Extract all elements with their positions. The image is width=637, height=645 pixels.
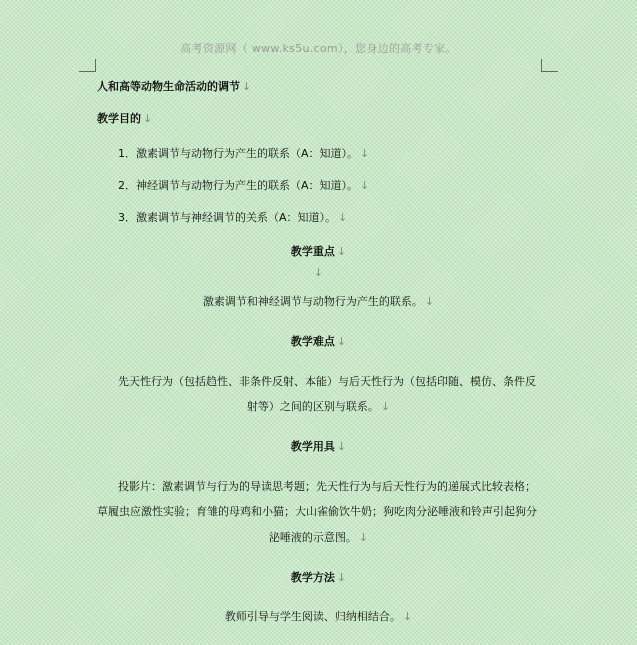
tools-line-1 — [118, 478, 536, 494]
difficulty-line-1 — [118, 373, 536, 389]
paragraph-mark-icon: ↓ — [380, 400, 391, 413]
goal-item-1 — [118, 145, 369, 161]
difficulty-heading-text: 教学难点 — [290, 335, 335, 348]
tools-line-text: 投影片：激素调节与行为的导读思考题；先天性行为与后天性行为的递展式比较表格； — [118, 480, 536, 493]
paragraph-mark-icon: ↓ — [360, 147, 370, 160]
paragraph-mark-icon: ↓ — [338, 211, 348, 224]
tools-line-text: 草履虫应激性实验；育雏的母鸡和小猫；大山雀偷饮牛奶；狗吃肉分泌唾液和铃声引起狗分 — [97, 505, 537, 518]
paragraph-mark-icon: ↓ — [242, 80, 252, 93]
document-title-text: 人和高等动物生命活动的调节 — [97, 80, 240, 93]
paragraph-mark-icon: ↓ — [143, 112, 153, 125]
document-title — [97, 78, 251, 94]
paragraph-mark-icon: ↓ — [336, 440, 347, 453]
goal-item-text: 1．激素调节与动物行为产生的联系（A：知道）。 — [118, 147, 359, 160]
difficulty-line-2 — [0, 398, 637, 414]
goals-heading-text: 教学目的 — [97, 112, 141, 125]
goal-item-2 — [118, 177, 369, 193]
method-heading — [0, 569, 637, 585]
tools-line-3 — [0, 529, 637, 545]
paragraph-mark-icon: ↓ — [336, 245, 347, 258]
paragraph-mark-icon: ↓ — [336, 335, 347, 348]
goal-item-text: 3．激素调节与神经调节的关系（A：知道）。 — [118, 211, 337, 224]
difficulty-line-text: 射等）之间的区别与联系。 — [246, 400, 379, 413]
page-header: 高考资源网（ www.ks5u.com），您身边的高考专家。 — [180, 42, 457, 55]
difficulty-line-text: 先天性行为（包括趋性、非条件反射、本能）与后天性行为（包括印随、模仿、条件反 — [118, 375, 536, 388]
paragraph-mark-icon: ↓ — [336, 571, 347, 584]
tools-heading-text: 教学用具 — [290, 440, 335, 453]
paragraph-mark-icon: ↓ — [358, 531, 369, 544]
margin-corner-right — [541, 59, 558, 72]
key-heading-text: 教学重点 — [290, 245, 335, 258]
paragraph-mark-icon: ↓ — [360, 179, 370, 192]
goal-item-3 — [118, 209, 347, 225]
method-text-content: 教师引导与学生阅读、归纳相结合。 — [224, 610, 401, 623]
tools-line-2 — [97, 503, 537, 519]
tools-heading — [0, 438, 637, 454]
margin-corner-left — [79, 59, 96, 72]
paragraph-mark-icon: ↓ — [402, 610, 413, 623]
method-text — [0, 608, 637, 624]
tools-line-text: 泌唾液的示意图。 — [268, 531, 357, 544]
goal-item-text: 2．神经调节与动物行为产生的联系（A：知道）。 — [118, 179, 359, 192]
goals-heading — [97, 110, 152, 126]
paragraph-mark-icon: ↓ — [424, 295, 435, 308]
method-heading-text: 教学方法 — [290, 571, 335, 584]
difficulty-heading — [0, 333, 637, 349]
key-text — [0, 293, 637, 309]
empty-paragraph — [0, 266, 637, 279]
paragraph-mark-icon: ↓ — [313, 266, 324, 279]
key-heading — [0, 243, 637, 259]
key-text-content: 激素调节和神经调节与动物行为产生的联系。 — [202, 295, 423, 308]
